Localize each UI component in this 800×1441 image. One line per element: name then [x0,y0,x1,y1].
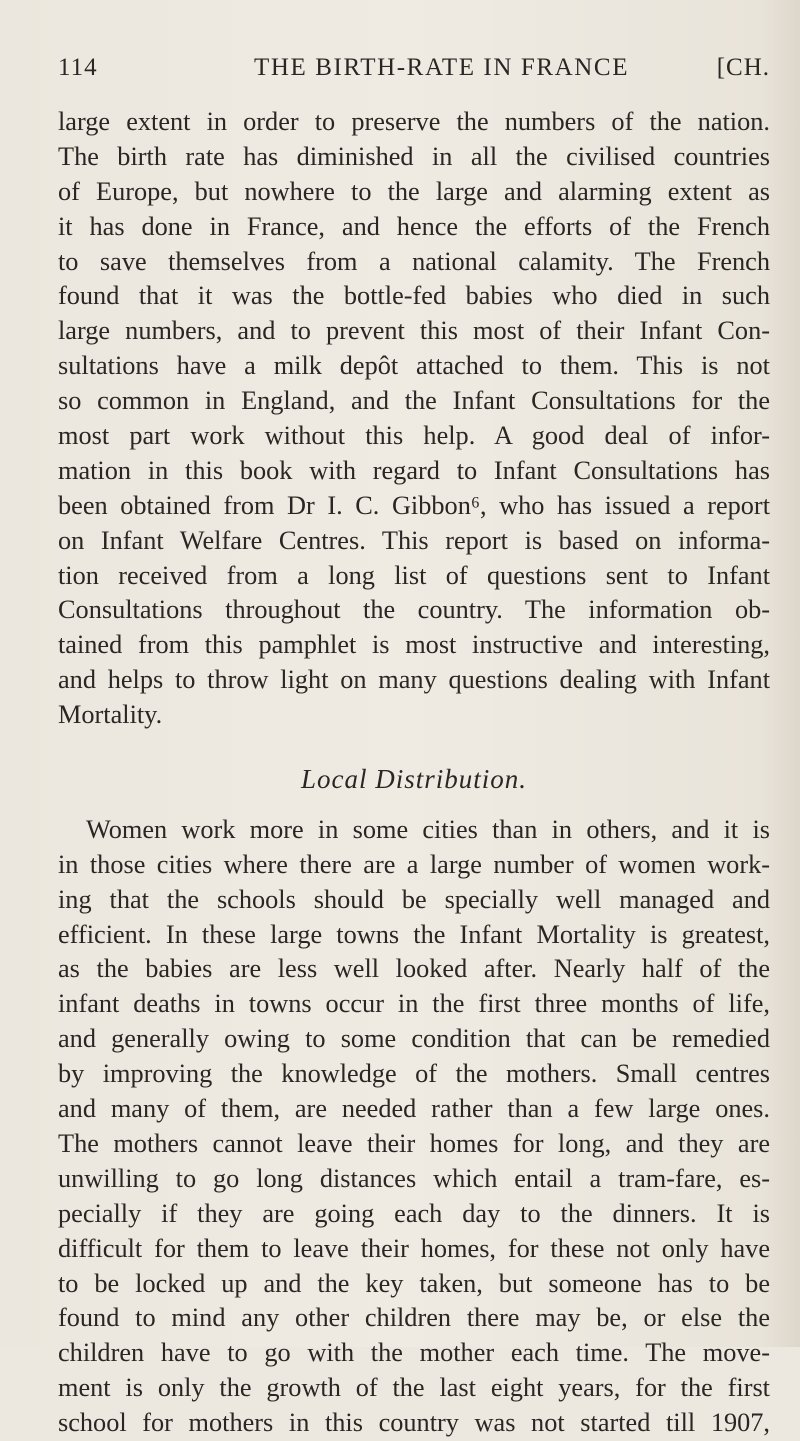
text-line: most part work without this help. A good deal of infor- [58,421,770,451]
text-line: large extent in order to preserve the numbers of the nation. [58,107,770,136]
text-line: been obtained from Dr I. C. Gibbon⁶, who has issued a report [58,490,770,520]
text-line: in those cities where there are a large number of women work- [58,849,770,879]
text-line: of Europe, but nowhere to the large and alarming extent as [58,176,770,206]
text-line: and helps to throw light on many questions dealing with Infant [58,665,770,695]
text-line: pecially if they are going each day to the dinners. It is [58,1198,770,1228]
text-line: by improving the knowledge of the mothers. Small centres [58,1059,770,1089]
text-line: tained from this pamphlet is most instructive and interesting, [58,630,770,660]
section-heading: Local Distribution. [300,764,528,795]
text-line: school for mothers in this country was not started till 1907, [58,1408,770,1438]
text-line: as the babies are less well looked after. Nearly half of the [58,954,770,984]
text-line: mation in this book with regard to Infant Consultations has [58,455,770,485]
text-line: large numbers, and to prevent this most of their Infant Con- [58,316,770,346]
text-line: it has done in France, and hence the efforts of the French [58,211,770,241]
body-text [58,105,770,1441]
text-line: tion received from a long list of questions sent to Infant [58,560,770,590]
text-line: so common in England, and the Infant Consultations for the [58,386,770,416]
text-line: to be locked up and the key taken, but someone has to be [58,1268,770,1298]
text-line: and many of them, are needed rather than a few large ones. [58,1094,770,1124]
text-line: infant deaths in towns occur in the first three months of life, [58,989,770,1019]
running-title: THE BIRTH-RATE IN FRANCE [254,54,630,81]
text-line: and generally owing to some condition that can be remedied [58,1024,770,1054]
text-line: ment is only the growth of the last eight years, for the first [58,1373,770,1403]
text-line: Consultations throughout the country. The information ob- [58,595,770,625]
text-line: efficient. In these large towns the Infant Mortality is greatest, [58,919,770,949]
text-line: to save themselves from a national calamity. The French [58,246,770,276]
text-line: Mortality. [58,700,163,730]
running-head [58,54,770,94]
text-line: found to mind any other children there may be, or else the [58,1303,770,1333]
text-line: difficult for them to leave their homes, for these not only have [58,1233,770,1263]
text-line: Women work more in some cities than in others, and it is [86,814,770,844]
text-line: The birth rate has diminished in all the civilised countries [58,141,770,171]
text-line: on Infant Welfare Centres. This report is based on informa- [58,525,770,555]
chapter-mark: [CH. [716,54,770,81]
text-line: children have to go with the mother each time. The move- [58,1338,770,1368]
text-line: ing that the schools should be specially well managed and [58,884,770,914]
text-line: found that it was the bottle-fed babies who died in such [58,281,770,311]
paragraph-1 [58,105,770,733]
text-line: unwilling to go long distances which entail a tram-fare, es- [58,1163,770,1193]
page-number: 114 [58,54,98,81]
text-line: sultations have a milk depôt attached to them. This is not [58,351,770,381]
text-line: The mothers cannot leave their homes for long, and they are [58,1128,770,1158]
